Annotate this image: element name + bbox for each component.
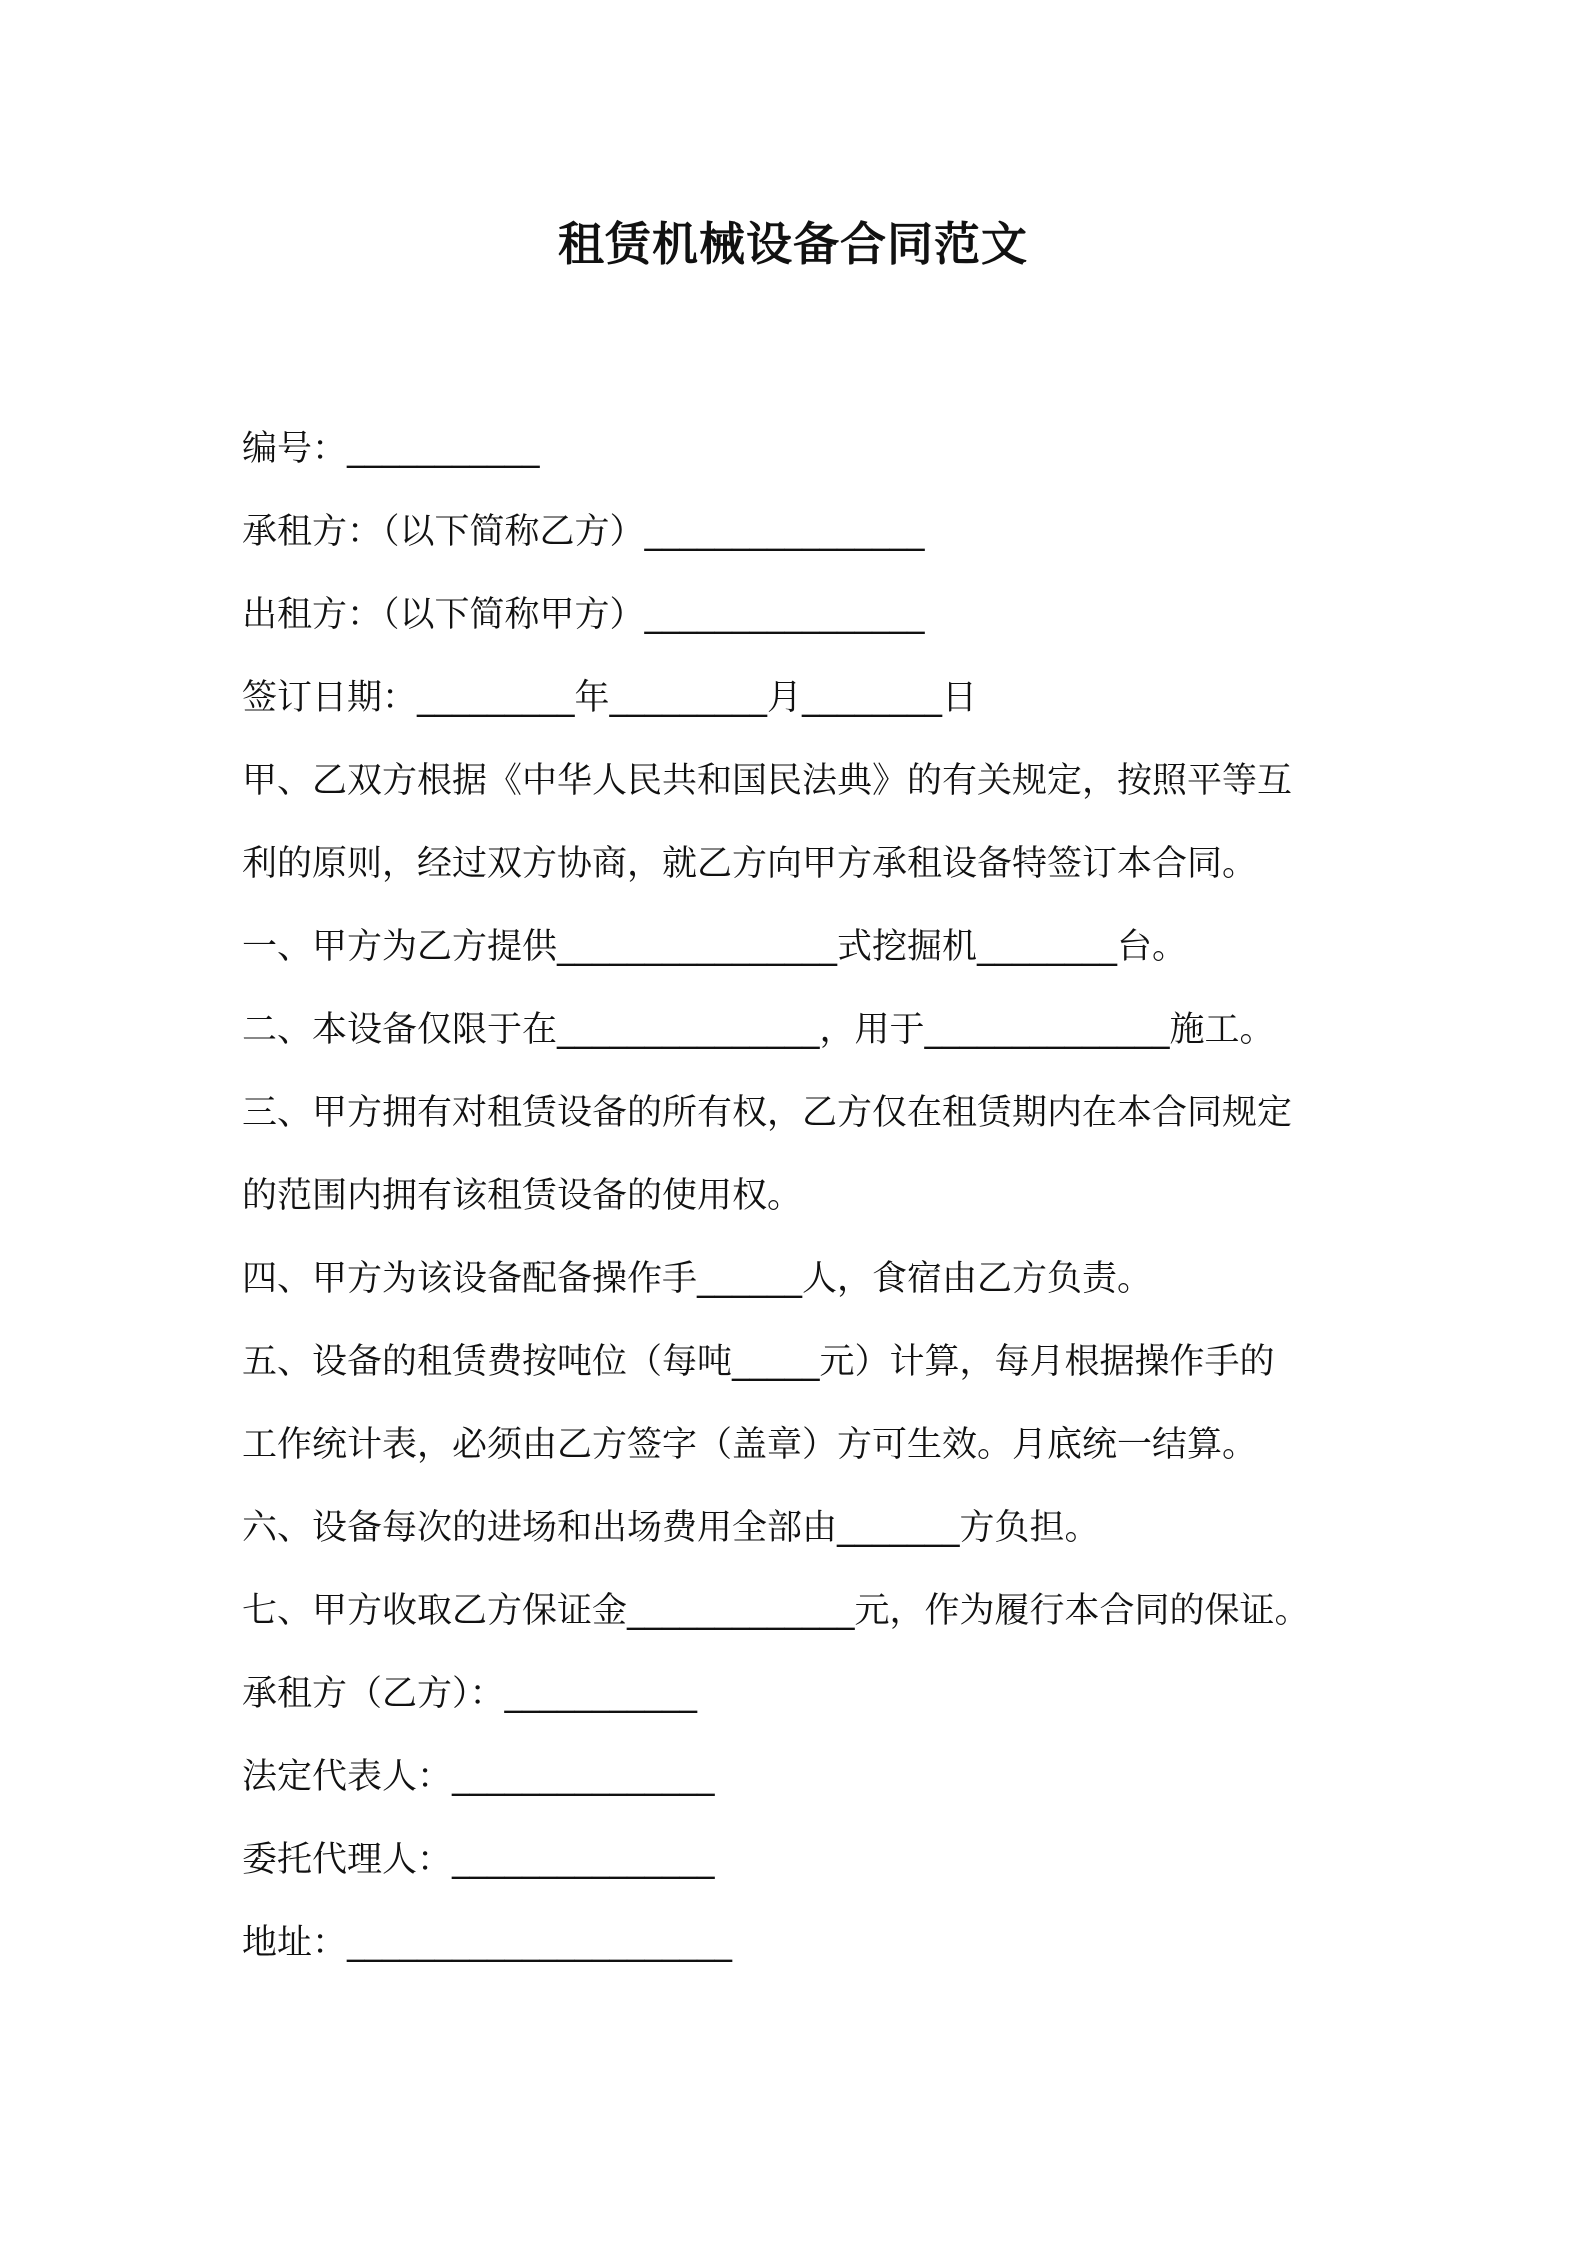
clause-3-line-1: 三、甲方拥有对租赁设备的所有权，乙方仅在租赁期内在本合同规定 (242, 1093, 1293, 1133)
signing-date-line: 签订日期：_________年_________月________日 (242, 678, 978, 718)
lessee-signature-line: 承租方（乙方）：___________ (242, 1674, 698, 1714)
clause-5-line-1: 五、设备的租赁费按吨位（每吨_____元）计算，每月根据操作手的 (242, 1342, 1275, 1382)
legal-representative-line: 法定代表人：_______________ (242, 1757, 715, 1797)
clause-7: 七、甲方收取乙方保证金_____________元，作为履行本合同的保证。 (242, 1591, 1310, 1631)
authorized-agent-line: 委托代理人：_______________ (242, 1840, 715, 1880)
document-body (242, 408, 1362, 1985)
preamble-line-2: 利的原则，经过双方协商，就乙方向甲方承租设备特签订本合同。 (242, 844, 1258, 884)
clause-5-line-2: 工作统计表，必须由乙方签字（盖章）方可生效。月底统一结算。 (242, 1425, 1258, 1465)
clause-3-line-2: 的范围内拥有该租赁设备的使用权。 (242, 1176, 803, 1216)
contract-number-line: 编号：___________ (242, 429, 540, 469)
document-title: 租赁机械设备合同范文 (558, 217, 1028, 271)
clause-4: 四、甲方为该设备配备操作手______人，食宿由乙方负责。 (242, 1259, 1153, 1299)
clause-6: 六、设备每次的进场和出场费用全部由_______方负担。 (242, 1508, 1100, 1548)
preamble-line-1: 甲、乙双方根据《中华人民共和国民法典》的有关规定，按照平等互 (242, 761, 1293, 801)
clause-1: 一、甲方为乙方提供________________式挖掘机________台。 (242, 927, 1188, 967)
clause-2: 二、本设备仅限于在_______________，用于______________施工。 (242, 1010, 1275, 1050)
address-line: 地址：______________________ (242, 1923, 733, 1963)
lessor-line: 出租方：（以下简称甲方）________________ (242, 595, 925, 635)
lessee-line: 承租方：（以下简称乙方）________________ (242, 512, 925, 552)
